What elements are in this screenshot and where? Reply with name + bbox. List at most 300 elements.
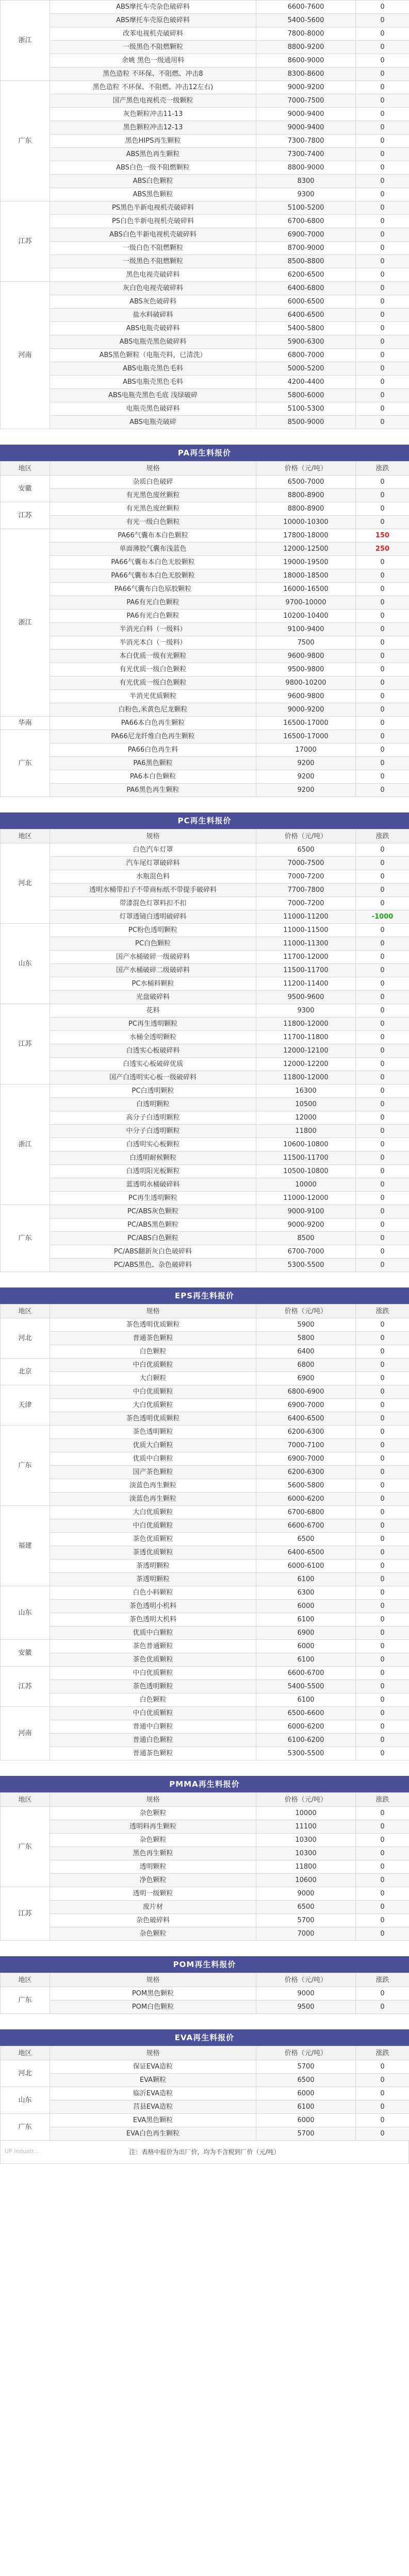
change-cell: 0	[356, 717, 409, 730]
price-cell: 5300-5500	[256, 1259, 356, 1272]
spec-cell: 白透明阳光板颗粒	[50, 1165, 256, 1178]
spec-cell: PA6有光白色颗粒	[50, 609, 256, 623]
spec-cell: 大白优质颗粒	[50, 1506, 256, 1519]
table-row	[1, 1887, 409, 1901]
change-cell: 0	[356, 1372, 409, 1385]
spec-cell: PC白色颗粒	[50, 937, 256, 951]
change-cell: 0	[356, 161, 409, 175]
change-cell: 0	[356, 108, 409, 121]
table-row	[1, 1506, 409, 1519]
table-row	[1, 67, 409, 81]
table-row	[1, 1332, 409, 1345]
price-cell: 7000-7200	[256, 897, 356, 910]
price-cell: 6100	[256, 1573, 356, 1586]
region-header: 地区	[1, 1793, 50, 1807]
table-row	[1, 1519, 409, 1533]
spec-cell: PA66白色再生料	[50, 743, 256, 757]
change-cell: 0	[356, 1626, 409, 1640]
table-row	[1, 1165, 409, 1178]
table-row	[1, 1493, 409, 1506]
table-row	[1, 1399, 409, 1412]
price-header: 价格（元/吨）	[256, 2046, 356, 2060]
region-header: 地区	[1, 1973, 50, 1987]
spec-cell: PA66气囊布本白色无胶颗粒	[50, 556, 256, 569]
table-row	[1, 1747, 409, 1760]
spec-cell: EVA黑色颗粒	[50, 2114, 256, 2127]
table-row	[1, 1385, 409, 1399]
spec-cell: PA66气囊布本白色颗粒	[50, 529, 256, 543]
table-row	[1, 215, 409, 228]
region-cell: 广东	[1, 1205, 50, 1272]
table-row	[1, 2001, 409, 2014]
spec-cell: ABS黑色颗粒（电瓶壳料，已清洗）	[50, 349, 256, 362]
section-title: EVA再生料报价	[0, 2029, 409, 2046]
price-section	[0, 2014, 409, 2141]
table-row	[1, 2087, 409, 2100]
price-cell: 6700-7000	[256, 1245, 356, 1259]
spec-cell: PA66尼龙纤维白色再生颗粒	[50, 730, 256, 743]
section-spacer	[0, 1941, 409, 1956]
change-cell: 0	[356, 476, 409, 489]
region-cell: 广东	[1, 1987, 50, 2014]
change-cell: 0	[356, 1318, 409, 1332]
spec-cell: ABS灰色破碎料	[50, 295, 256, 309]
change-cell: 0	[356, 282, 409, 295]
table-row	[1, 1372, 409, 1385]
table-row	[1, 663, 409, 676]
table-row	[1, 1192, 409, 1205]
table-row	[1, 1205, 409, 1218]
spec-cell: PA6本白色颗粒	[50, 770, 256, 784]
price-cell: 6100	[256, 1693, 356, 1707]
table-row	[1, 743, 409, 757]
table-row	[1, 1084, 409, 1098]
price-cell: 16500-17000	[256, 717, 356, 730]
region-cell: 河北	[1, 1318, 50, 1359]
spec-cell: PC/ABS黑色、杂色破碎料	[50, 1259, 256, 1272]
change-cell: 0	[356, 215, 409, 228]
table-row	[1, 650, 409, 663]
change-cell: 0	[356, 2001, 409, 2014]
spec-cell: 有光黑色废丝颗粒	[50, 502, 256, 516]
price-cell: 5700	[256, 1914, 356, 1927]
table-row	[1, 1125, 409, 1138]
change-cell: 250	[356, 543, 409, 556]
change-cell: 0	[356, 964, 409, 977]
table-row	[1, 349, 409, 362]
spec-header: 规格	[50, 1304, 256, 1318]
region-cell: 河南	[1, 1707, 50, 1760]
price-cell: 11800	[256, 1125, 356, 1138]
table-row	[1, 770, 409, 784]
section-title: POM再生料报价	[0, 1956, 409, 1973]
change-cell: 0	[356, 1084, 409, 1098]
spec-cell: 杂色颗粒	[50, 1927, 256, 1941]
change-cell: 0	[356, 228, 409, 242]
change-cell: 0	[356, 1506, 409, 1519]
region-header: 地区	[1, 829, 50, 843]
table-row	[1, 1412, 409, 1426]
price-cell: 6100-6200	[256, 1734, 356, 1747]
change-cell: 0	[356, 1820, 409, 1834]
change-cell: 0	[356, 676, 409, 690]
region-cell: 江苏	[1, 1887, 50, 1941]
change-cell: 0	[356, 2087, 409, 2100]
price-cell: 7300-7800	[256, 134, 356, 148]
spec-cell: PA6有光白色颗粒	[50, 596, 256, 609]
table-row	[1, 1178, 409, 1192]
change-cell: 0	[356, 1345, 409, 1359]
price-cell: 11700-12000	[256, 951, 356, 964]
change-cell: 0	[356, 1834, 409, 1847]
change-cell: 0	[356, 1, 409, 14]
region-cell: 江苏	[1, 502, 50, 529]
section-spacer	[0, 1760, 409, 1776]
change-cell: 0	[356, 1058, 409, 1071]
table-row	[1, 402, 409, 416]
change-cell: 0	[356, 134, 409, 148]
change-cell: 0	[356, 242, 409, 255]
spec-cell: 茶色透明大机料	[50, 1613, 256, 1626]
spec-cell: 中白优质颗粒	[50, 1707, 256, 1720]
spec-cell: 淡蓝色再生颗粒	[50, 1479, 256, 1493]
price-cell: 5300-5500	[256, 1747, 356, 1760]
spec-cell: 茶色透明优质颗粒	[50, 1412, 256, 1426]
spec-cell: 莒县EVA造粒	[50, 2100, 256, 2114]
spec-cell: PC再生透明颗粒	[50, 1018, 256, 1031]
price-cell: 6500	[256, 2074, 356, 2087]
price-cell: 8700-9000	[256, 242, 356, 255]
table-row	[1, 1138, 409, 1151]
table-row	[1, 951, 409, 964]
table-row	[1, 1359, 409, 1372]
price-cell: 11800	[256, 1860, 356, 1874]
price-cell: 5400-5500	[256, 1680, 356, 1693]
change-cell: 0	[356, 1218, 409, 1232]
price-header: 价格（元/吨）	[256, 1304, 356, 1318]
table-row	[1, 543, 409, 556]
region-cell: 安徽	[1, 1640, 50, 1667]
spec-cell: 有光优质一级白色颗粒	[50, 676, 256, 690]
price-cell: 7800-8000	[256, 27, 356, 41]
table-row	[1, 1807, 409, 1820]
spec-cell: 白色颗粒	[50, 1345, 256, 1359]
change-cell: 0	[356, 1680, 409, 1693]
change-cell: 0	[356, 650, 409, 663]
change-cell: 0	[356, 1259, 409, 1272]
change-cell: 0	[356, 897, 409, 910]
spec-cell: EVA白色再生颗粒	[50, 2127, 256, 2141]
change-cell: 0	[356, 1125, 409, 1138]
table-row	[1, 529, 409, 543]
change-cell: 0	[356, 121, 409, 134]
price-cell: 6600-6700	[256, 1519, 356, 1533]
price-cell: 9000-9200	[256, 703, 356, 717]
table-row	[1, 556, 409, 569]
change-cell: 0	[356, 857, 409, 870]
price-cell: 10000	[256, 1807, 356, 1820]
spec-cell: 半消光白料（一级料）	[50, 623, 256, 636]
spec-cell: 光盘破碎料	[50, 991, 256, 1004]
section-title: PMMA再生料报价	[0, 1776, 409, 1792]
change-cell: 0	[356, 1734, 409, 1747]
change-cell: 0	[356, 937, 409, 951]
spec-cell: PC白透明颗粒	[50, 1084, 256, 1098]
spec-cell: 废片材	[50, 1901, 256, 1914]
spec-header: 规格	[50, 829, 256, 843]
change-cell: 0	[356, 1452, 409, 1466]
spec-cell: 灰白色电视壳破碎料	[50, 282, 256, 295]
price-cell: 5000-5200	[256, 362, 356, 376]
spec-header: 规格	[50, 462, 256, 476]
spec-cell: 国产茶色颗粒	[50, 1466, 256, 1479]
table-row	[1, 730, 409, 743]
price-cell: 6200-6300	[256, 1466, 356, 1479]
spec-cell: 中白优质颗粒	[50, 1385, 256, 1399]
change-cell: 0	[356, 1640, 409, 1653]
price-cell: 10300	[256, 1847, 356, 1860]
spec-cell: PC再生透明颗粒	[50, 1192, 256, 1205]
price-cell: 8500-9000	[256, 416, 356, 429]
spec-cell: 白透实心板破碎料	[50, 1044, 256, 1058]
change-cell: 0	[356, 201, 409, 215]
price-cell: 8600-9000	[256, 54, 356, 67]
change-cell: 0	[356, 596, 409, 609]
table-row	[1, 1259, 409, 1272]
price-cell: 7300-7400	[256, 148, 356, 161]
change-cell: 0	[356, 1914, 409, 1927]
table-row	[1, 295, 409, 309]
spec-cell: 高分子白透明颗粒	[50, 1111, 256, 1125]
spec-cell: PC/ABS翻新灰白色破碎料	[50, 1245, 256, 1259]
price-cell: 9600-9800	[256, 650, 356, 663]
change-cell: 0	[356, 335, 409, 349]
table-row	[1, 937, 409, 951]
price-cell: 6400-6500	[256, 309, 356, 322]
price-cell: 4200-4400	[256, 376, 356, 389]
table-row	[1, 1987, 409, 2001]
spec-cell: 半消光本白（一级料）	[50, 636, 256, 650]
table-row	[1, 1245, 409, 1259]
spec-cell: 有光一级白色颗粒	[50, 516, 256, 529]
change-cell: 0	[356, 349, 409, 362]
price-cell: 10000	[256, 1178, 356, 1192]
price-cell: 9000-9400	[256, 108, 356, 121]
region-cell: 广东	[1, 1426, 50, 1506]
price-cell: 9500-9800	[256, 663, 356, 676]
spec-cell: 白粉色,米黄色尼龙颗粒	[50, 703, 256, 717]
table-row	[1, 1586, 409, 1600]
change-header: 涨跌	[356, 462, 409, 476]
price-cell: 8500-8800	[256, 255, 356, 268]
change-cell: -1000	[356, 910, 409, 924]
price-cell: 5900	[256, 1318, 356, 1332]
price-cell: 6000-6100	[256, 1560, 356, 1573]
price-cell: 9000-9200	[256, 81, 356, 94]
table-row	[1, 1680, 409, 1693]
price-cell: 6600-7600	[256, 1, 356, 14]
spec-cell: 净色颗粒	[50, 1874, 256, 1887]
change-cell: 0	[356, 1178, 409, 1192]
change-cell: 0	[356, 1493, 409, 1506]
price-cell: 9000	[256, 1987, 356, 2001]
price-cell: 6500	[256, 843, 356, 857]
table-row	[1, 884, 409, 897]
change-cell: 0	[356, 884, 409, 897]
price-cell: 6900	[256, 1372, 356, 1385]
price-cell: 6000	[256, 2087, 356, 2100]
change-cell: 0	[356, 977, 409, 991]
change-cell: 0	[356, 2127, 409, 2141]
spec-header: 规格	[50, 2046, 256, 2060]
price-cell: 8800-8900	[256, 502, 356, 516]
price-cell: 9000-9200	[256, 1218, 356, 1232]
change-cell: 0	[356, 1747, 409, 1760]
change-cell: 0	[356, 1720, 409, 1734]
price-table	[0, 1973, 409, 2014]
region-cell: 广东	[1, 730, 50, 797]
spec-cell: 黑色造粒 不环保、不阻燃、冲击8	[50, 67, 256, 81]
change-cell: 0	[356, 1707, 409, 1720]
table-row	[1, 268, 409, 282]
change-cell: 0	[356, 703, 409, 717]
change-cell: 0	[356, 1245, 409, 1259]
change-cell: 0	[356, 2100, 409, 2114]
table-row	[1, 897, 409, 910]
change-cell: 0	[356, 690, 409, 703]
table-row	[1, 1031, 409, 1044]
region-header: 地区	[1, 462, 50, 476]
change-cell: 0	[356, 1653, 409, 1667]
table-row	[1, 489, 409, 502]
price-section	[0, 0, 409, 429]
table-row	[1, 596, 409, 609]
table-row	[1, 1479, 409, 1493]
table-row	[1, 1914, 409, 1927]
price-cell: 6400-6500	[256, 1412, 356, 1426]
table-row	[1, 309, 409, 322]
spec-cell: 单面薄胶气囊布浅蓝色	[50, 543, 256, 556]
spec-cell: 蓝透明水桶破碎料	[50, 1178, 256, 1192]
change-cell: 0	[356, 1987, 409, 2001]
price-section	[0, 1272, 409, 1760]
change-header: 涨跌	[356, 1973, 409, 1987]
change-cell: 0	[356, 1192, 409, 1205]
table-row	[1, 255, 409, 268]
spec-cell: 一级黑色不阻燃颗粒	[50, 41, 256, 54]
table-row	[1, 583, 409, 596]
spec-cell: 一级白色不阻燃颗粒	[50, 242, 256, 255]
change-cell: 0	[356, 757, 409, 770]
spec-cell: ABS摩托车壳原色破碎料	[50, 14, 256, 27]
price-section	[0, 429, 409, 797]
region-cell: 天津	[1, 1385, 50, 1426]
spec-cell: ABS电瓶壳黑色破碎料	[50, 335, 256, 349]
change-cell: 0	[356, 1018, 409, 1031]
table-row	[1, 502, 409, 516]
price-cell: 12000-12500	[256, 543, 356, 556]
price-cell: 9200	[256, 770, 356, 784]
spec-cell: 临沂EVA造粒	[50, 2087, 256, 2100]
price-cell: 17800-18000	[256, 529, 356, 543]
spec-cell: 黑色再生颗粒	[50, 1847, 256, 1860]
change-header: 涨跌	[356, 2046, 409, 2060]
table-row	[1, 569, 409, 583]
table-header-row	[1, 2046, 409, 2060]
table-row	[1, 636, 409, 650]
price-cell: 16500-17000	[256, 730, 356, 743]
price-cell: 11800-12000	[256, 1018, 356, 1031]
price-cell: 7000-7500	[256, 857, 356, 870]
table-row	[1, 1452, 409, 1466]
table-row	[1, 1151, 409, 1165]
spec-cell: 透明一级颗粒	[50, 1887, 256, 1901]
spec-cell: 本白优质一级有光颗粒	[50, 650, 256, 663]
watermark-text: UP Industr...	[5, 2148, 39, 2155]
price-cell: 5600-5800	[256, 1479, 356, 1493]
spec-cell: 水桶全透明颗粒	[50, 1031, 256, 1044]
change-cell: 0	[356, 730, 409, 743]
table-row	[1, 242, 409, 255]
spec-cell: 优质中白颗粒	[50, 1626, 256, 1640]
price-cell: 6800-6900	[256, 1385, 356, 1399]
table-row	[1, 2127, 409, 2141]
change-cell: 0	[356, 1560, 409, 1573]
change-cell: 0	[356, 1151, 409, 1165]
table-row	[1, 1426, 409, 1439]
change-cell: 0	[356, 322, 409, 335]
spec-cell: PC/ABS灰色颗粒	[50, 1205, 256, 1218]
table-row	[1, 977, 409, 991]
table-row	[1, 335, 409, 349]
price-cell: 10000-10300	[256, 516, 356, 529]
price-header: 价格（元/吨）	[256, 829, 356, 843]
change-cell: 0	[356, 991, 409, 1004]
price-cell: 6500-7000	[256, 476, 356, 489]
change-cell: 0	[356, 743, 409, 757]
change-cell: 0	[356, 609, 409, 623]
spec-cell: 优质大白颗粒	[50, 1439, 256, 1452]
price-cell: 5900-6300	[256, 335, 356, 349]
spec-cell: ABS电瓶壳破碎	[50, 416, 256, 429]
price-cell: 9000-9400	[256, 121, 356, 134]
price-cell: 7000-7200	[256, 870, 356, 884]
spec-cell: ABS白色半新电视机壳破碎料	[50, 228, 256, 242]
table-row	[1, 870, 409, 884]
spec-cell: 国产水桶破碎一级破碎料	[50, 951, 256, 964]
section-title: EPS再生料报价	[0, 1287, 409, 1304]
table-row	[1, 1667, 409, 1680]
price-cell: 6000-6200	[256, 1493, 356, 1506]
region-cell: 北京	[1, 1359, 50, 1385]
price-cell: 12000	[256, 1111, 356, 1125]
table-row	[1, 1098, 409, 1111]
price-cell: 18000-18500	[256, 569, 356, 583]
table-header-row	[1, 1793, 409, 1807]
change-cell: 0	[356, 402, 409, 416]
spec-cell: PA66本白色再生颗粒	[50, 717, 256, 730]
spec-cell: 白色颗粒	[50, 1693, 256, 1707]
spec-cell: 电瓶壳黑色破碎料	[50, 402, 256, 416]
spec-cell: 大白优质颗粒	[50, 1399, 256, 1412]
region-cell: 河北	[1, 2060, 50, 2087]
change-cell: 0	[356, 255, 409, 268]
spec-cell: 黑色电视壳破碎料	[50, 268, 256, 282]
spec-cell: ABS电瓶壳黑色毛底 浅绿破碎	[50, 389, 256, 402]
region-cell: 江苏	[1, 201, 50, 282]
table-row	[1, 201, 409, 215]
price-cell: 6900-7000	[256, 1452, 356, 1466]
